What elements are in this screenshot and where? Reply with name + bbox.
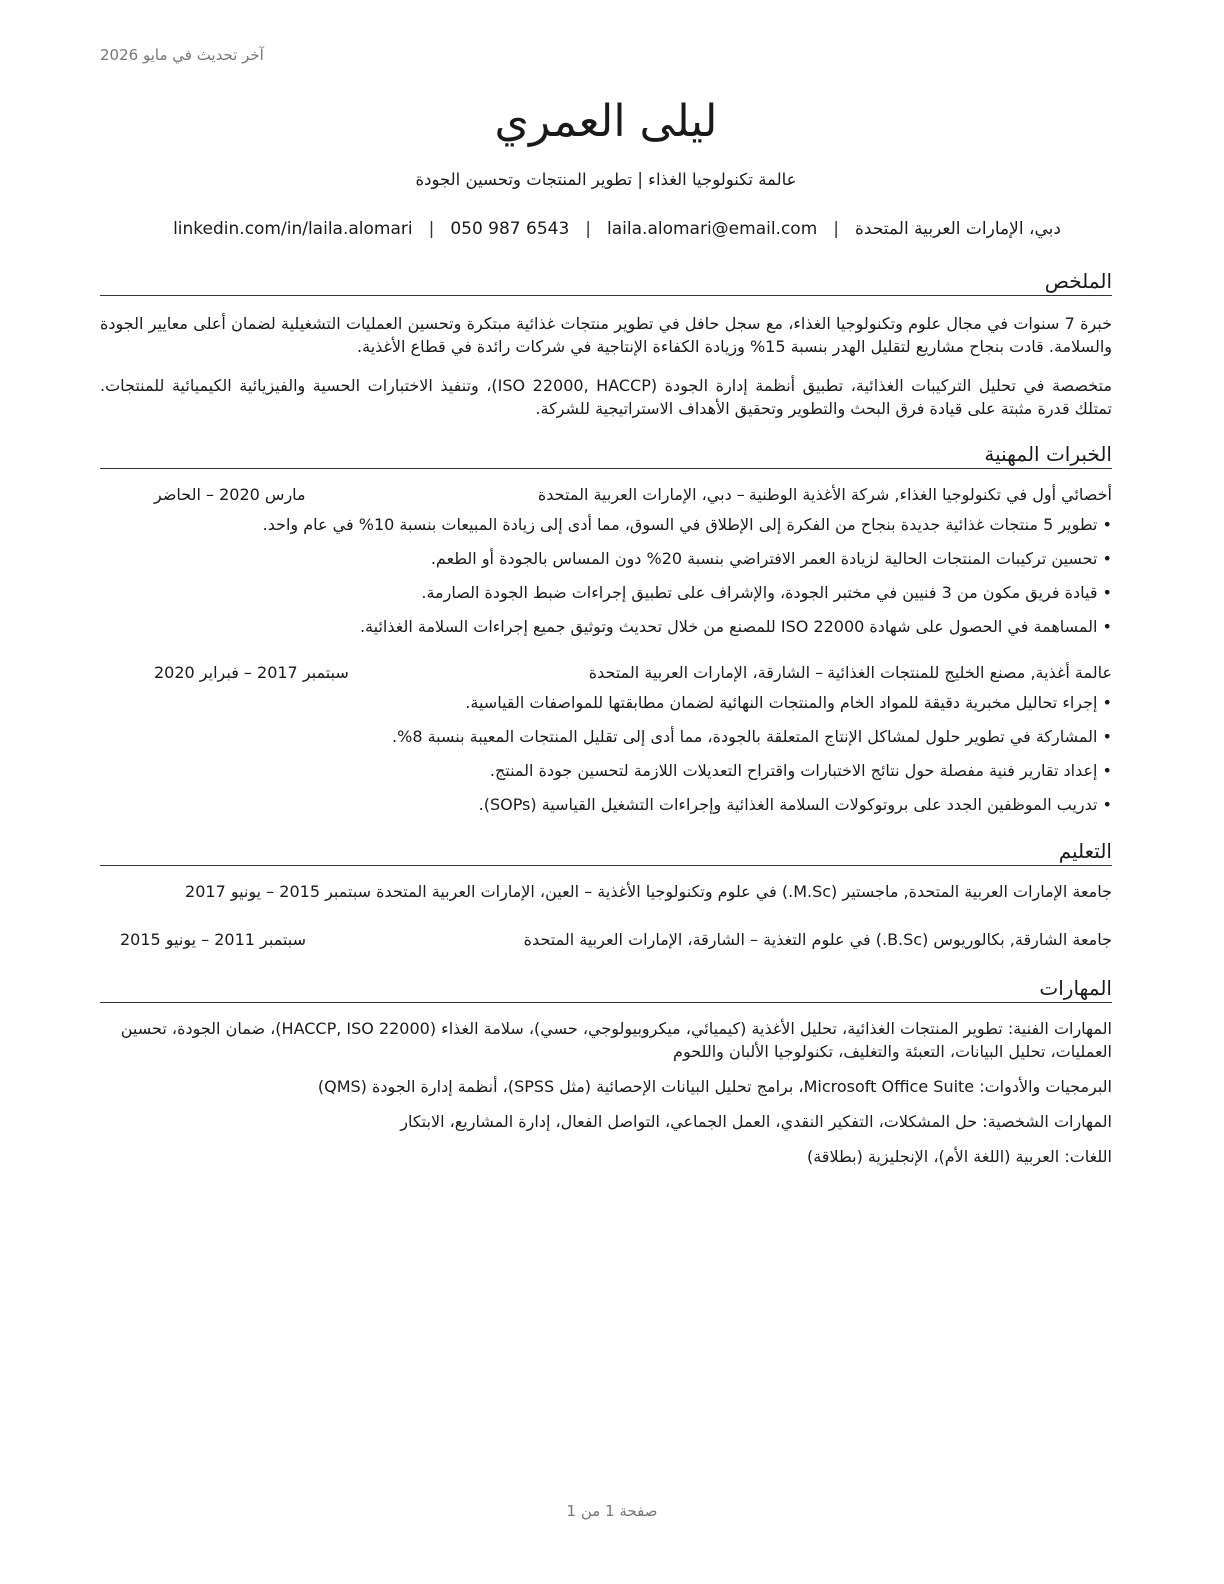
- contact-separator: |: [428, 219, 435, 239]
- page-number: صفحة 1 من 1: [566, 1502, 658, 1520]
- candidate-subtitle: عالمة تكنولوجيا الغذاء | تطوير المنتجات وتحسين الجودة: [415, 170, 797, 189]
- job-entry: [100, 661, 1112, 817]
- job-position: أخصائي أول في تكنولوجيا الغذاء, شركة الأغذية الوطنية: [748, 485, 1112, 504]
- skills-heading: المهارات: [100, 976, 1112, 1003]
- job-bullet: • المشاركة في تطوير حلول لمشاكل الإنتاج المتعلقة بالجودة، مما أدى إلى تقليل المنتجات المعيبة بنسبة 8%.: [100, 725, 1112, 749]
- job-header: [100, 661, 1112, 685]
- contact-linkedin[interactable]: linkedin.com/in/laila.alomari: [173, 219, 413, 239]
- job-bullet: • إعداد تقارير فنية مفصلة حول نتائج الاختبارات واقتراح التعديلات اللازمة لتحسين جودة المنتج.: [100, 759, 1112, 783]
- skills-line: المهارات الشخصية: حل المشكلات، التفكير النقدي، العمل الجماعي، التواصل الفعال، إدارة المشاريع، الابتكار: [400, 1112, 1112, 1131]
- job-bullet: • المساهمة في الحصول على شهادة ISO 22000 للمصنع من خلال تحديث وتوثيق جميع إجراءات السلامة الغذائية.: [100, 615, 1112, 639]
- job-bullets: [100, 513, 1112, 639]
- job-bullet: • تدريب الموظفين الجدد على بروتوكولات السلامة الغذائية وإجراءات التشغيل القياسية (SOPs).: [100, 793, 1112, 817]
- education-dates: سبتمبر 2015 – يونيو 2017: [185, 882, 372, 901]
- job-bullet: • تطوير 5 منتجات غذائية جديدة بنجاح من الفكرة إلى الإطلاق في السوق، مما أدى إلى زيادة المبيعات بنسبة 10% في عام واحد.: [100, 513, 1112, 537]
- job-position: عالمة أغذية, مصنع الخليج للمنتجات الغذائية: [827, 663, 1112, 682]
- last-updated-note: آخر تحديث في مايو 2026: [100, 46, 264, 64]
- education-entry: [100, 880, 1112, 904]
- job-bullet: • تحسين تركيبات المنتجات الحالية لزيادة العمر الافتراضي بنسبة 20% دون المساس بالجودة أو الطعم.: [100, 547, 1112, 571]
- job-bullets: [100, 691, 1112, 817]
- summary-heading: الملخص: [100, 269, 1112, 296]
- summary-paragraph: خبرة 7 سنوات في مجال علوم وتكنولوجيا الغذاء، مع سجل حافل في تطوير منتجات غذائية مبتكرة وتحسين العمليات التشغيلية لضمان أعلى معايير الجودة والسلامة. قادت بنجاح مشاريع لتقليل الهدر بنسبة 15% وزيادة الكفاءة الإنتاجية في شركات رائدة في قطاع الأغذية.: [100, 314, 1113, 356]
- summary-paragraph: متخصصة في تحليل التركيبات الغذائية، تطبيق أنظمة إدارة الجودة (ISO 22000, HACCP)، وتنفيذ الاختبارات الحسية والفيزيائية الكيميائية للمنتجات. تمتلك قدرة مثبتة على قيادة فرق البحث والتطوير وتحقيق الأهداف الاستراتيجية للشركة.: [100, 376, 1113, 418]
- candidate-name: ليلى العمري: [494, 96, 718, 147]
- contact-separator: |: [833, 219, 839, 239]
- job-bullet: • إجراء تحاليل مخبرية دقيقة للمواد الخام والمنتجات النهائية لضمان مطابقتها للمواصفات القياسية.: [100, 691, 1112, 715]
- resume-content: [100, 92, 1112, 1180]
- job-entry: [100, 483, 1112, 639]
- skills-list: [100, 1017, 1112, 1168]
- contact-location: دبي، الإمارات العربية المتحدة: [855, 219, 1061, 239]
- job-bullet: • قيادة فريق مكون من 3 فنيين في مختبر الجودة، والإشراف على تطبيق إجراءات ضبط الجودة الصارمة.: [100, 581, 1112, 605]
- contact-phone[interactable]: 050 987 6543: [450, 219, 570, 239]
- contact-line: [122, 219, 1112, 239]
- skills-line: المهارات الفنية: تطوير المنتجات الغذائية، تحليل الأغذية (كيميائي، ميكروبيولوجي، حسي)، سلامة الغذاء (HACCP, ISO 22000)، ضمان الجودة، تحسين العمليات، تحليل البيانات، التعبئة والتغليف، تكنولوجيا الألبان واللحوم: [120, 1019, 1112, 1061]
- experience-heading: الخبرات المهنية: [100, 442, 1112, 469]
- job-dates: مارس 2020 – الحاضر: [154, 485, 306, 504]
- education-text: جامعة الإمارات العربية المتحدة, ماجستير (M.Sc.) في علوم وتكنولوجيا الأغذية – العين، الإمارات العربية المتحدة: [376, 882, 1112, 901]
- contact-email[interactable]: laila.alomari@email.com: [607, 219, 818, 239]
- education-dates: سبتمبر 2011 – يونيو 2015: [120, 930, 307, 949]
- job-location: – دبي، الإمارات العربية المتحدة: [537, 485, 745, 504]
- job-location: – الشارقة، الإمارات العربية المتحدة: [588, 663, 824, 682]
- skills-line: البرمجيات والأدوات: Microsoft Office Suite، برامج تحليل البيانات الإحصائية (مثل SPSS)، أنظمة إدارة الجودة (QMS): [317, 1077, 1112, 1096]
- contact-separator: |: [585, 219, 592, 239]
- job-header: [100, 483, 1112, 507]
- education-heading: التعليم: [100, 839, 1112, 866]
- skills-line: اللغات: العربية (اللغة الأم)، الإنجليزية (بطلاقة): [806, 1147, 1112, 1166]
- education-entry: [100, 928, 1112, 952]
- job-dates: سبتمبر 2017 – فبراير 2020: [154, 663, 349, 682]
- education-text: جامعة الشارقة, بكالوريوس (B.Sc.) في علوم التغذية – الشارقة، الإمارات العربية المتحدة: [523, 930, 1112, 949]
